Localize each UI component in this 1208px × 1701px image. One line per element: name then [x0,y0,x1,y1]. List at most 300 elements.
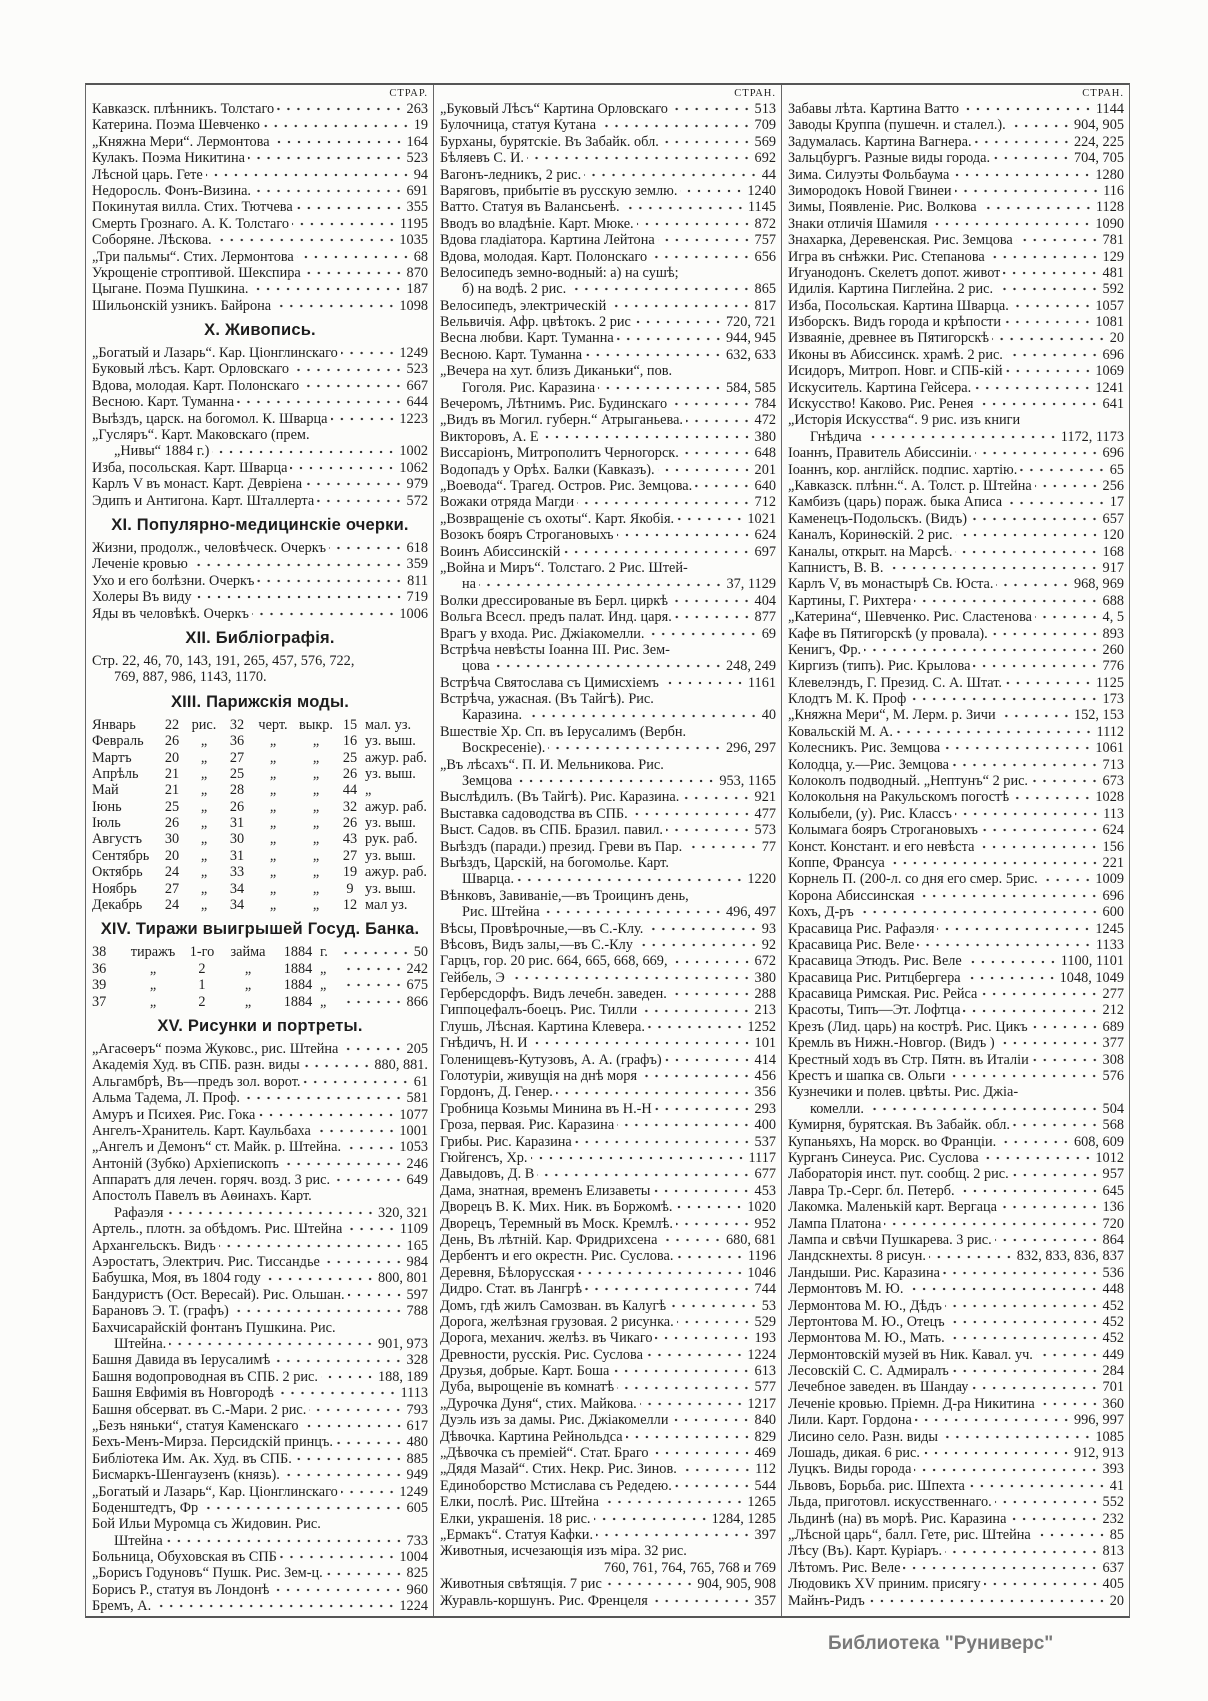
entry-page: 713 [1102,756,1124,773]
index-entry [440,888,776,904]
entry-title: Бремъ, А. [92,1598,152,1615]
index-entry [788,117,1124,133]
dot-leader [995,1236,1100,1244]
dot-leader [984,1580,1100,1588]
index-entry [788,871,1124,887]
dot-leader [563,548,751,556]
entry-title: Игра въ снѣжки. Рис. Степанова [788,248,985,265]
entry-page: 37, 1129 [726,576,776,593]
page-column-label: СТРАН. [1082,88,1124,99]
bibliography-pages: 769, 887, 986, 1143, 1170. [114,669,267,686]
entry-page: 213 [754,1002,776,1019]
entry-title: Іоаннъ, Правитель Абиссиніи. [788,445,972,462]
index-entry [440,1199,776,1215]
entry-title: Красавица Этюдъ. Рис. Веле [788,953,962,970]
index-entry [440,593,776,609]
entry-page: 817 [754,297,776,314]
entry-title: Амуръ и Психея. Рис. Гока [92,1106,256,1123]
entry-title: Заводы Круппа (пушечн. и сталел.). [788,117,1006,134]
entry-page: 221 [1102,854,1124,871]
dot-leader [970,515,1100,523]
fashion-cell: „ [200,864,208,881]
entry-page: 1053 [399,1139,428,1156]
dot-leader [594,1515,709,1523]
index-entry [92,1434,428,1450]
index-entry [92,1287,428,1303]
dot-leader [943,1269,1100,1277]
entry-title: Изваяніе, древнее въ Пятигорскѣ [788,330,990,347]
dot-leader [981,826,1100,834]
fashion-cell: „ [312,765,320,782]
index-entry [440,822,776,838]
dot-leader [982,1154,1093,1162]
entry-title: „Три пальмы“. Стих. Лермонтова [92,248,294,265]
index-entry [440,806,776,822]
entry-title: Голотуріи, живущія на днѣ моря [440,1068,638,1085]
entry-page: 404 [754,592,776,609]
entry-title: Деревня, Бѣлорусская [440,1264,575,1281]
index-entry [788,855,1124,871]
entry-title: Весна любви. Карт. Туманна [440,330,614,347]
dot-leader [655,1334,751,1342]
dot-leader [648,1023,745,1031]
entry-page: 944, 945 [725,330,776,347]
dot-leader [980,204,1093,212]
dot-leader [917,892,1099,900]
fashion-cell: „ [269,864,277,881]
dot-leader [1016,236,1100,244]
entry-page: 256 [1102,477,1124,494]
index-entry [788,1347,1124,1363]
entry-page: 85 [1109,1526,1124,1543]
entry-page: 696 [1102,445,1124,462]
dot-leader [215,236,397,244]
dot-leader [929,1253,1014,1261]
entry-title: Колоколъ подводный. „Нептунъ“ 2 рис. [788,773,1029,790]
entry-page: 832, 833, 836, 837 [1016,1248,1124,1265]
fashion-cell: Май [92,782,119,799]
entry-page: 608, 609 [1073,1133,1124,1150]
entry-title: Велосипедъ, электрическій [440,297,607,314]
dot-leader [975,138,1071,146]
index-entry [788,1543,1124,1559]
lottery-cell: „ [320,977,327,994]
index-entry [788,445,1124,461]
fashion-cell: мал. уз. [365,716,412,733]
entry-title-continuation: комелли. [810,1100,864,1117]
entry-page: 1112 [1096,723,1124,740]
entry-title: Холеры Въ виду [92,589,192,606]
index-entry [788,921,1124,937]
fashion-cell: „ [269,815,277,832]
dot-leader [272,1586,403,1594]
dot-leader [653,1187,751,1195]
entry-title: Вольга Всесл. предъ палат. Инд. царя. [440,609,672,626]
entry-page: 701 [1102,1379,1124,1396]
index-entry [440,986,776,1002]
entry-page: 120 [1102,527,1124,544]
fashion-cell: уз. выш. [365,733,416,750]
dot-leader [650,253,751,261]
index-entry [440,691,776,707]
lottery-draw-row [92,944,428,960]
index-entry [788,1363,1124,1379]
section-heading: XIV. Тиражи выигрышей Госуд. Банка. [100,920,420,939]
entry-page: 188, 189 [377,1368,428,1385]
entry-page: 1249 [399,345,428,362]
entry-page: 811 [407,572,428,589]
fashion-cell: 26 [164,815,180,832]
entry-title: Аппаратъ для лечен. горяч. возд. 3 рис. [92,1172,331,1189]
entry-page: 704, 705 [1073,150,1124,167]
entry-title: Воинъ Абиссинскій [440,543,561,560]
entry-page: 656 [754,248,776,265]
entry-page: 667 [406,377,428,394]
entry-page: 1061 [1095,740,1124,757]
index-entry [788,167,1124,183]
fashion-cell: „ [200,798,208,815]
lottery-cell: 1884 [283,977,313,994]
entry-title: Каналы, открыт. на Марсѣ. [788,543,953,560]
index-entry [788,609,1124,625]
entry-title: Башня водопроводная въ СПБ. 2 рис. [92,1368,318,1385]
index-entry [92,540,428,556]
entry-title: Лампа Платона [788,1215,882,1232]
fashion-cell: 24 [164,897,180,914]
dot-leader [971,1384,1099,1392]
fashion-cell: 9 [346,880,354,897]
dot-leader [282,1160,404,1168]
entry-page: 1125 [1095,674,1124,691]
dot-leader [232,1307,404,1315]
entry-page: 69 [761,625,776,642]
index-entry [788,330,1124,346]
entry-title: „Катерина“, Шевченко. Рис. Сластенова [788,609,1032,626]
entry-page: 597 [406,1286,428,1303]
dot-leader [646,1351,744,1359]
index-entry [440,1363,776,1379]
index-entry [440,921,776,937]
index-entry [788,1593,1124,1609]
entry-page: 1217 [747,1395,776,1412]
dot-leader [634,318,723,326]
entry-page: 288 [754,986,776,1003]
index-entry [788,1560,1124,1576]
dot-leader [948,1318,1100,1326]
entry-title: Давыдовъ, Д. В [440,1166,535,1183]
dot-leader [631,810,752,818]
fashion-cell: ажур. раб. [365,864,428,881]
index-entry-continuation [440,281,776,297]
dot-leader [605,1580,695,1588]
entry-title: Вдова, молодая. Карт. Полонскаго [440,248,648,265]
entry-page: 1172, 1173 [1060,428,1124,445]
dot-leader [304,269,404,277]
index-entry [92,573,428,589]
entry-page: 1009 [1095,871,1124,888]
index-entry [788,134,1124,150]
entry-title: Альгамбрѣ, Въ—предъ зол. ворот. [92,1073,301,1090]
dot-leader [658,236,752,244]
index-entry [788,1429,1124,1445]
entry-page: 529 [754,1313,776,1330]
fashion-cell: рук. раб. [365,831,418,848]
fashion-cell: „ [312,897,320,914]
entry-title: Кенигъ, Фр. [788,641,862,658]
entry-page: 1117 [748,1150,776,1166]
dot-leader [675,613,752,621]
index-entry [440,724,776,740]
index-entry [440,1347,776,1363]
entry-page: 164 [406,133,428,150]
dot-leader [1009,122,1071,130]
entry-page: 760, 761, 764, 765, 768 и 769 [603,1559,776,1576]
dot-leader [1020,466,1106,474]
entry-title: Картины, Г. Рихтера [788,592,912,609]
entry-title: Кохъ, Д-ръ [788,904,854,921]
entry-page: 472 [754,412,776,429]
dot-leader [515,777,716,785]
index-entry [92,1123,428,1139]
entry-page: 1113 [400,1385,428,1402]
fashion-cell: „ [312,880,320,897]
entry-title: Дуэль изъ за дамы. Рис. Джіакомелли [440,1412,669,1429]
fashion-cell: рис. [191,716,217,733]
entry-title-continuation: Каразина. [462,707,523,724]
entry-page: 968, 969 [1073,576,1124,593]
entry-page: 136 [1102,1199,1124,1216]
entry-page: 1090 [1095,215,1124,232]
entry-page: 689 [1102,1018,1124,1035]
index-entry [788,265,1124,281]
index-entry [440,183,776,199]
entry-page: 537 [754,1133,776,1150]
index-entry [92,361,428,377]
dot-leader [640,1007,751,1015]
entry-page: 680, 681 [725,1231,776,1248]
index-entry [788,544,1124,560]
dot-leader [662,679,745,687]
dot-leader [237,398,403,406]
dot-leader [341,349,397,357]
entry-page: 800, 801 [377,1270,428,1287]
entry-page: 248, 249 [725,658,776,675]
index-entry-continuation [92,443,428,459]
index-entry [440,789,776,805]
dot-leader [958,1187,1100,1195]
entry-title: Львовъ, Борьба. рис. Шпехта [788,1477,965,1494]
dot-leader [952,1367,1100,1375]
entry-page: 904, 905 [1073,117,1124,134]
entry-title: Луцкъ. Виды города [788,1461,912,1478]
entry-page: 624 [1102,822,1124,839]
fashion-cell: „ [269,847,277,864]
dot-leader [598,384,723,392]
dot-leader [626,1433,752,1441]
entry-page: 1098 [399,297,428,314]
entry-title: Дворецъ В. К. Мих. Ник. въ Боржомѣ. [440,1199,673,1216]
dot-leader [167,1209,375,1217]
entry-page: 829 [754,1428,776,1445]
entry-page: 1223 [399,410,428,427]
dot-leader [948,1334,1100,1342]
fashion-cell: 36 [229,733,245,750]
entry-title: Гроза, первая. Рис. Каразина [440,1117,615,1134]
entry-title: Красавица Рис. Ритцбергера [788,969,961,986]
index-entry [92,1172,428,1188]
index-entry [440,1183,776,1199]
entry-page: 877 [754,609,776,626]
index-entry [788,396,1124,412]
dot-leader [671,1416,751,1424]
entry-page: 156 [1102,838,1124,855]
entry-page: 129 [1102,248,1124,265]
index-entry [92,1221,428,1237]
entry-page: 452 [1102,1297,1124,1314]
index-entry [440,1445,776,1461]
dot-leader [909,695,1099,703]
index-entry [788,1314,1124,1330]
dot-leader [1012,794,1092,802]
index-entry [788,511,1124,527]
fashion-cell: „ [269,880,277,897]
entry-page: 904, 905, 908 [697,1576,776,1593]
index-entry [788,1052,1124,1068]
dot-leader [531,1039,752,1047]
entry-page: 840 [754,1412,776,1429]
entry-title: Крестный ходъ въ Стр. Пятн. въ Италіи [788,1051,1029,1068]
index-page-frame [85,83,1130,1618]
entry-page: 477 [754,805,776,822]
entry-page: 232 [1102,1510,1124,1527]
dot-leader [303,1062,372,1070]
index-entry [440,1216,776,1232]
index-entry [440,363,776,379]
fashion-cell: 30 [229,831,245,848]
dot-leader [930,220,1092,228]
entry-page: 720, 721 [725,314,776,331]
dot-leader [1006,351,1100,359]
index-entry [788,560,1124,576]
index-entry [440,150,776,166]
fashion-cell: уз. выш. [365,880,416,897]
dot-leader [682,794,751,802]
entry-title: Каменецъ-Подольскъ. (Видъ) [788,510,968,527]
entry-title-continuation: Шварца. [462,871,515,888]
entry-title: Аэростатъ, Электрич. Рис. Тиссандье [92,1254,320,1271]
index-entry [92,298,428,314]
entry-page: 41 [1109,1477,1124,1494]
entry-page: 1249 [399,1483,428,1500]
dot-leader [973,662,1099,670]
entry-title: Лили. Карт. Гордона [788,1412,912,1429]
dot-leader [993,154,1071,162]
dot-leader [1006,367,1093,375]
dot-leader [531,1154,746,1162]
index-entry [440,1593,776,1609]
dot-leader [682,449,752,457]
entry-title: Лермонтова М. Ю., Дѣдъ [788,1297,942,1314]
entry-title: Выѣздъ, царск. на богомол. К. Шварца [92,410,328,427]
entry-title: Купаньяхъ, На морск. во Франціи. [788,1133,997,1150]
page-column-label: СТРАН. [734,88,776,99]
dot-leader [968,1482,1107,1490]
entry-page: 205 [406,1040,428,1057]
dot-leader [333,1176,403,1184]
index-entry [440,855,776,871]
index-entry [788,1281,1124,1297]
entry-title: Цыгане. Поэма Пушкина. [92,281,249,298]
entry-title: Лампа и свѣчи Пушкарева. 3 рис. [788,1231,992,1248]
index-entry-continuation [92,1336,428,1352]
entry-title: „Въ лѣсахъ“. П. И. Мельникова. Рис. [440,756,664,773]
entry-title: Кумирня, бурятская. Въ Забайк. обл. [788,1117,1010,1134]
entry-title: Лесовскій С. С. Адмиралъ [788,1363,949,1380]
entry-page: 469 [754,1445,776,1462]
entry-title: Знахарка, Деревенская. Рис. Земцова [788,232,1013,249]
dot-leader [886,564,1099,572]
dot-leader [323,1258,404,1266]
entry-page: 1021 [747,510,776,527]
dot-leader [988,253,1100,261]
entry-page: 1224 [747,1346,776,1363]
index-entry [440,1330,776,1346]
index-entry [92,167,428,183]
entry-page: 637 [1102,1559,1124,1576]
dot-leader [577,499,751,507]
entry-title: Лертонтова М. Ю., Отецъ [788,1313,945,1330]
entry-page: 92 [761,936,776,953]
entry-title: „Богатый и Лазарь“, Кар. Ціонглинскаго [92,1483,338,1500]
entry-page: 355 [406,199,428,216]
entry-page: 1161 [747,674,776,691]
index-entry-continuation [440,576,776,592]
index-entry [440,494,776,510]
index-entry [788,1298,1124,1314]
index-entry [440,298,776,314]
dot-leader [945,1302,1100,1310]
entry-title: Смерть Грознаго. А. К. Толстаго [92,215,290,232]
entry-page: 1196 [747,1248,776,1265]
index-entry [92,345,428,361]
entry-page: 949 [406,1467,428,1484]
entry-title: Іоаннъ, кор. англійск. подпис. хартію. [788,461,1018,478]
dot-leader [695,482,751,490]
entry-page: 552 [1102,1494,1124,1511]
lottery-cell: „ [149,960,157,977]
entry-title: Леченіе кровью. Пріемн. Д-ра Никитина [788,1395,1035,1412]
index-entry [92,427,428,443]
dot-leader [212,448,396,456]
entry-title: Камбизъ (царь) пораж. быка Аписа [788,494,1003,511]
index-entry [92,1107,428,1123]
dot-leader [321,1373,375,1381]
index-entry [788,1379,1124,1395]
entry-page: 1048, 1049 [1059,969,1124,986]
fashion-cell: 25 [229,765,245,782]
index-entry [788,232,1124,248]
entry-title: Гиппоцефалъ-боецъ. Рис. Тилли [440,1002,638,1019]
dot-leader [1005,679,1093,687]
entry-page: 885 [406,1450,428,1467]
index-entry [92,1057,428,1073]
section-heading: XI. Популярно-медицинскіе очерки. [111,515,409,534]
entry-title: Вагонъ-ледникъ, 2 рис. [440,166,582,183]
fashion-cell: „ [269,765,277,782]
entry-page: 1220 [747,871,776,888]
index-entry [440,560,776,576]
dot-leader [980,990,1099,998]
